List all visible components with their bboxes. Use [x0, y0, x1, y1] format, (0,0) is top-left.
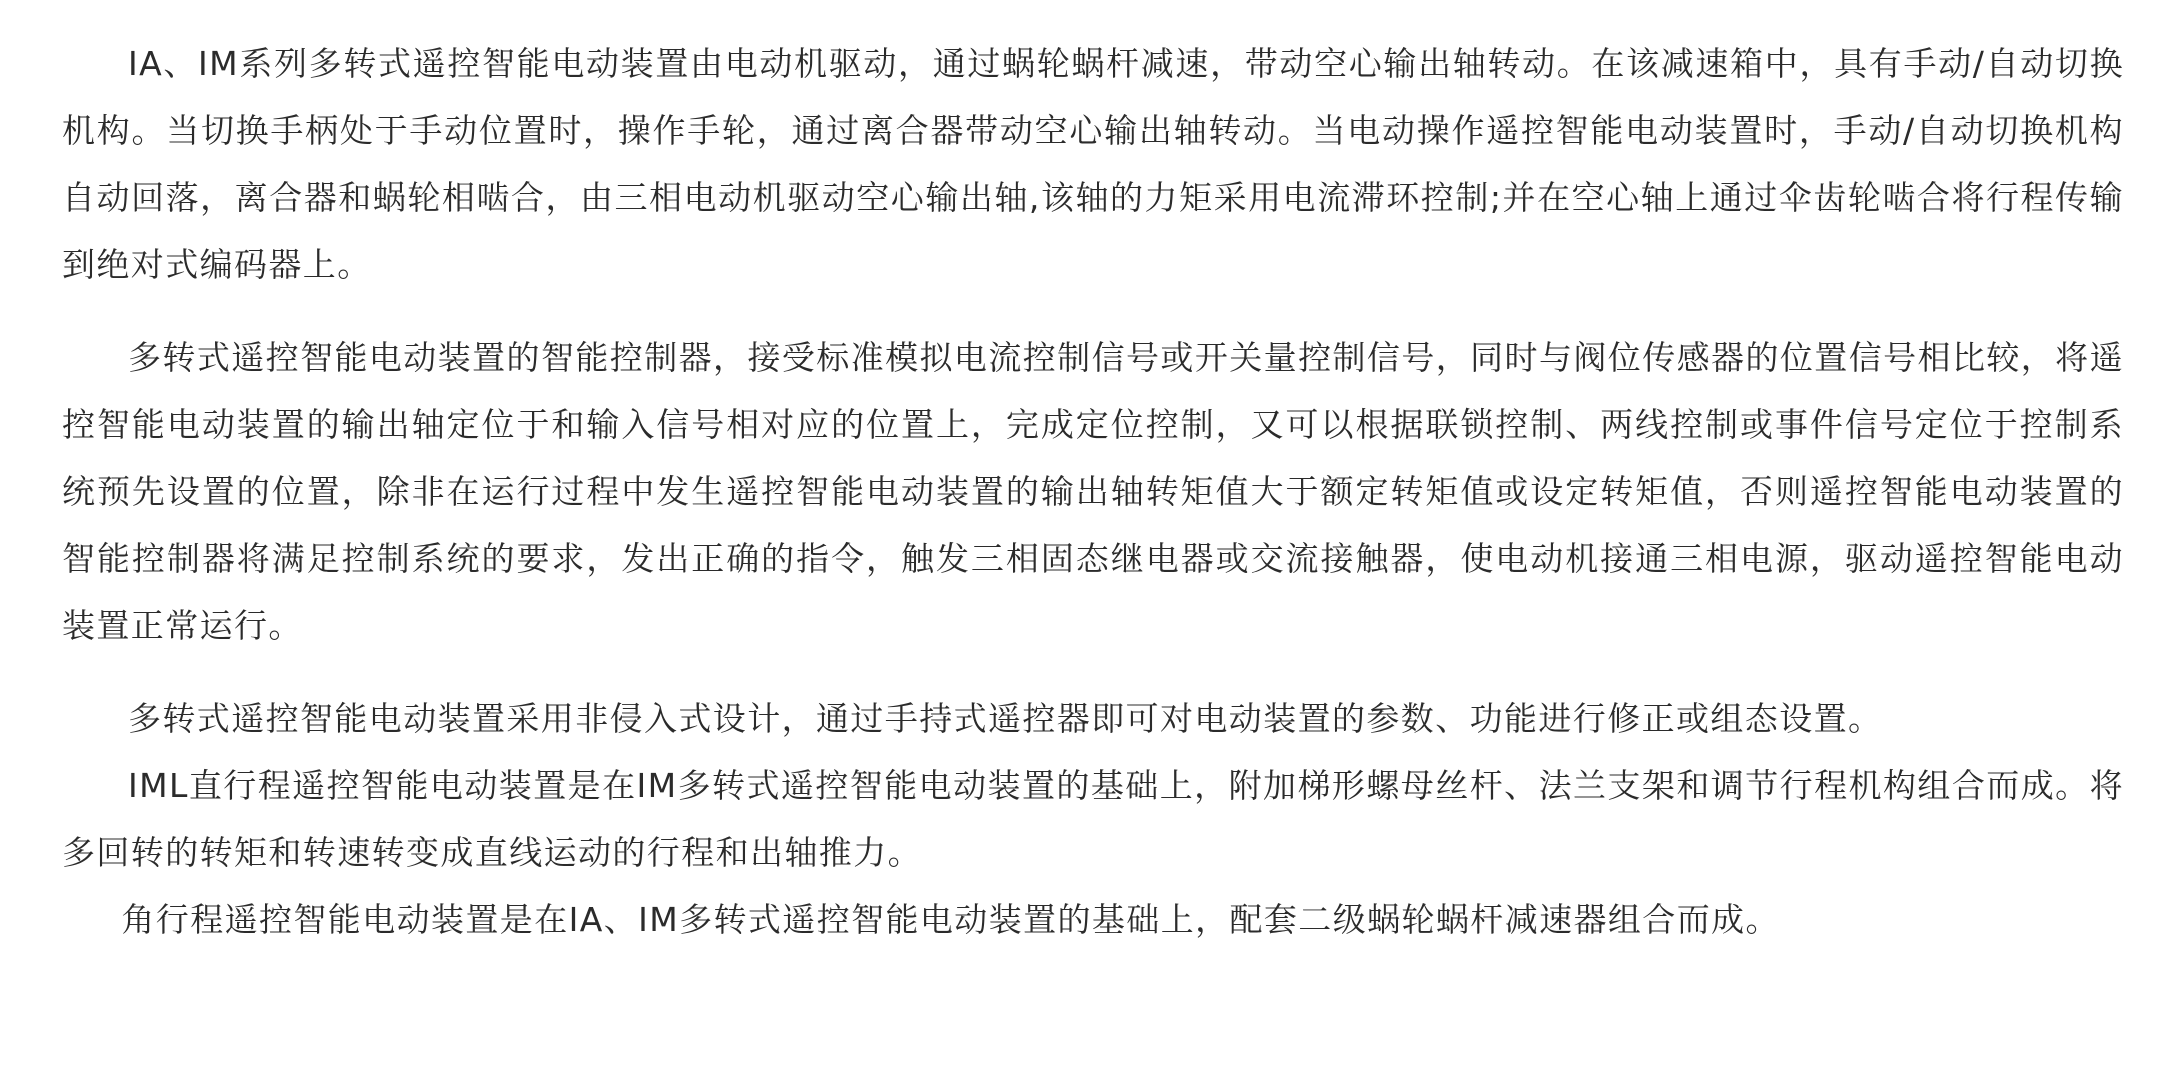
paragraph-multi-turn-mechanism: IA、IM系列多转式遥控智能电动装置由电动机驱动，通过蜗轮蜗杆减速，带动空心输出轴转动。在该减速箱中，具有手动/自动切换机构。当切换手柄处于手动位置时，操作手轮，通过离合器带动空心输出轴转动。当电动操作遥控智能电动装置时，手动/自动切换机构自动回落，离合器和蜗轮相啮合，由三相电动机驱动空心输出轴,该轴的力矩采用电流滞环控制;并在空心轴上通过伞齿轮啮合将行程传输到绝对式编码器上。: [62, 44, 2124, 284]
document-body: [62, 30, 2124, 953]
paragraph-intelligent-controller: 多转式遥控智能电动装置的智能控制器，接受标准模拟电流控制信号或开关量控制信号，同时与阀位传感器的位置信号相比较，将遥控智能电动装置的输出轴定位于和输入信号相对应的位置上，完成定位控制，又可以根据联锁控制、两线控制或事件信号定位于控制系统预先设置的位置，除非在运行过程中发生遥控智能电动装置的输出轴转矩值大于额定转矩值或设定转矩值，否则遥控智能电动装置的智能控制器将满足控制系统的要求，发出正确的指令，触发三相固态继电器或交流接触器，使电动机接通三相电源，驱动遥控智能电动装置正常运行。: [62, 338, 2124, 645]
paragraph-linear-stroke: IML直行程遥控智能电动装置是在IM多转式遥控智能电动装置的基础上，附加梯形螺母丝杆、法兰支架和调节行程机构组合而成。将多回转的转矩和转速转变成直线运动的行程和出轴推力。: [62, 766, 2124, 872]
paragraph-non-intrusive-design: 多转式遥控智能电动装置采用非侵入式设计，通过手持式遥控器即可对电动装置的参数、功能进行修正或组态设置。: [128, 699, 1883, 738]
paragraph-angular-stroke: 角行程遥控智能电动装置是在IA、IM多转式遥控智能电动装置的基础上，配套二级蜗轮蜗杆减速器组合而成。: [121, 900, 1780, 939]
